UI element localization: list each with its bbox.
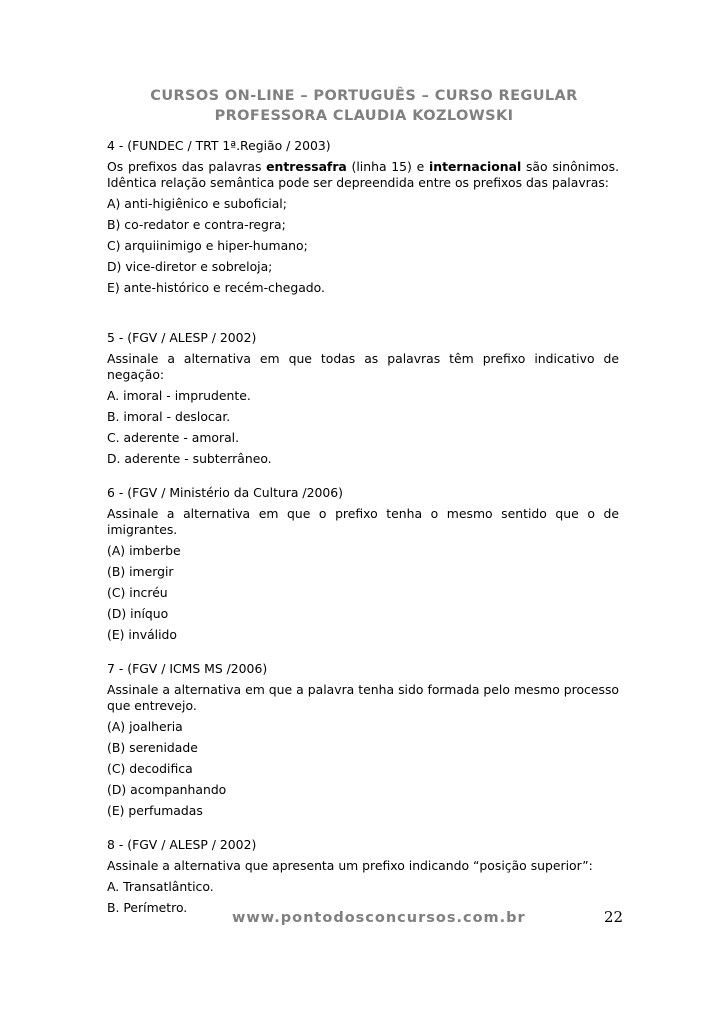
option: (C) incréu bbox=[107, 585, 168, 600]
option: B. imoral - deslocar. bbox=[107, 409, 231, 424]
option: D) vice-diretor e sobreloja; bbox=[107, 259, 273, 274]
question-8 bbox=[107, 837, 619, 916]
option: (D) iníquo bbox=[107, 606, 169, 621]
option: (B) imergir bbox=[107, 564, 174, 579]
question-statement bbox=[107, 159, 619, 191]
page-footer bbox=[0, 910, 728, 932]
option: (B) serenidade bbox=[107, 740, 198, 755]
option: (E) perfumadas bbox=[107, 803, 203, 818]
question-title: 8 - (FGV / ALESP / 2002) bbox=[107, 837, 257, 852]
question-title: 7 - (FGV / ICMS MS /2006) bbox=[107, 661, 268, 676]
page-content bbox=[107, 138, 619, 934]
question-6 bbox=[107, 485, 619, 643]
option: E) ante-histórico e recém-chegado. bbox=[107, 280, 325, 295]
statement-text: são sinônimos. Idêntica relação semântica pode ser depreendida entre os prefixos das palavras: bbox=[107, 159, 620, 190]
page-number: 22 bbox=[604, 908, 624, 926]
question-statement: Assinale a alternativa em que a palavra tenha sido formada pelo mesmo processo que entrevejo. bbox=[107, 682, 619, 713]
statement-bold-word: entressafra bbox=[266, 159, 347, 174]
option: A) anti-higiênico e suboficial; bbox=[107, 196, 287, 211]
footer-url[interactable]: www.pontodosconcursos.com.br bbox=[232, 910, 526, 926]
question-title: 5 - (FGV / ALESP / 2002) bbox=[107, 330, 257, 345]
option: (C) decodifica bbox=[107, 761, 193, 776]
header-course-title: CURSOS ON-LINE – PORTUGUÊS – CURSO REGULAR bbox=[150, 88, 578, 104]
header-professor: PROFESSORA CLAUDIA KOZLOWSKI bbox=[214, 108, 514, 124]
question-4 bbox=[107, 138, 619, 296]
option: (A) joalheria bbox=[107, 719, 183, 734]
option: C) arquiinimigo e hiper-humano; bbox=[107, 238, 308, 253]
option: D. aderente - subterrâneo. bbox=[107, 451, 272, 466]
option: (A) imberbe bbox=[107, 543, 181, 558]
statement-bold-word: internacional bbox=[429, 159, 522, 174]
option: (E) inválido bbox=[107, 627, 177, 642]
question-statement: Assinale a alternativa em que o prefixo tenha o mesmo sentido que o de imigrantes. bbox=[107, 506, 619, 537]
question-7 bbox=[107, 661, 619, 819]
question-title: 6 - (FGV / Ministério da Cultura /2006) bbox=[107, 485, 343, 500]
option: A. Transatlântico. bbox=[107, 879, 214, 894]
question-statement: Assinale a alternativa que apresenta um prefixo indicando “posição superior”: bbox=[107, 858, 593, 873]
option: B. Perímetro. bbox=[107, 900, 188, 915]
question-5 bbox=[107, 330, 619, 467]
statement-text: (linha 15) e bbox=[346, 159, 429, 174]
question-title: 4 - (FUNDEC / TRT 1ª.Região / 2003) bbox=[107, 138, 331, 153]
option: A. imoral - imprudente. bbox=[107, 388, 251, 403]
statement-text: Os prefixos das palavras bbox=[107, 159, 267, 174]
option: (D) acompanhando bbox=[107, 782, 227, 797]
option: C. aderente - amoral. bbox=[107, 430, 240, 445]
page-header bbox=[0, 86, 728, 126]
question-statement: Assinale a alternativa em que todas as palavras têm prefixo indicativo de negação: bbox=[107, 351, 619, 382]
option: B) co-redator e contra-regra; bbox=[107, 217, 286, 232]
